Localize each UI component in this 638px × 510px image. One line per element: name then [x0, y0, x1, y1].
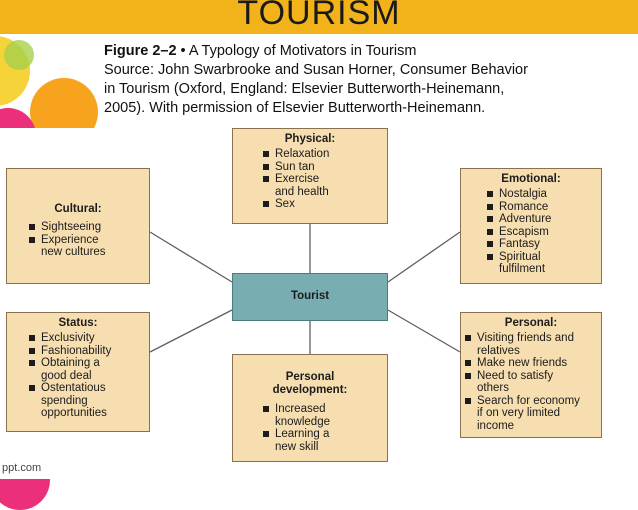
line-emotional — [388, 232, 460, 282]
cultural-box — [6, 168, 150, 284]
physical-item: Exercise and health — [261, 173, 387, 198]
line-status — [150, 310, 232, 352]
physical-item: Sun tan — [261, 161, 387, 174]
status-list — [7, 332, 149, 420]
emotional-item: Fantasy — [485, 238, 601, 251]
personal-list — [461, 332, 601, 432]
emotional-item: Escapism — [485, 226, 601, 239]
personal-item: Need to satisfy others — [463, 370, 601, 395]
source-line-1: Source: John Swarbrooke and Susan Horner, Consumer Behavior — [104, 62, 528, 78]
personal-item: Search for economy if on very limited income — [463, 395, 601, 433]
status-box — [6, 312, 150, 432]
personal-development-title: Personal development: — [272, 371, 348, 396]
emotional-title: Emotional: — [501, 173, 561, 185]
emotional-item: Romance — [485, 201, 601, 214]
cultural-item: Sightseeing — [27, 221, 149, 234]
personal-development-item: Increased knowledge — [261, 403, 387, 428]
line-personal — [388, 310, 460, 352]
emotional-box — [460, 168, 602, 284]
caption-bullet: • — [176, 43, 189, 59]
emotional-item: Spiritual fulfilment — [485, 251, 601, 276]
figure-title: A Typology of Motivators in Tourism — [188, 43, 417, 59]
source-line-3: 2005). With permission of Elsevier Butterworth-Heinemann. — [104, 100, 486, 116]
slide-title: TOURISM — [237, 0, 401, 32]
personal-box — [460, 312, 602, 438]
cultural-title: Cultural: — [54, 203, 102, 215]
source-line-2: in Tourism (Oxford, England: Elsevier Butterworth-Heinemann, — [104, 81, 505, 97]
emotional-list — [461, 188, 601, 276]
cultural-item: Experience new cultures — [27, 234, 149, 259]
personal-title: Personal: — [504, 317, 558, 329]
personal-item: Make new friends — [463, 357, 601, 370]
status-item: Fashionability — [27, 345, 149, 358]
physical-item: Relaxation — [261, 148, 387, 161]
cultural-list — [7, 221, 149, 259]
personal-development-item: Learning a new skill — [261, 428, 387, 453]
tourist-box: Tourist — [232, 273, 388, 321]
emotional-item: Adventure — [485, 213, 601, 226]
watermark-text: ppt.com — [2, 462, 42, 474]
status-item: Ostentatious spending opportunities — [27, 382, 149, 420]
physical-list — [233, 148, 387, 211]
physical-box — [232, 128, 388, 224]
personal-development-list — [233, 403, 387, 453]
line-cultural — [150, 232, 232, 282]
personal-development-box — [232, 354, 388, 462]
status-item: Obtaining a good deal — [27, 357, 149, 382]
status-item: Exclusivity — [27, 332, 149, 345]
personal-item: Visiting friends and relatives — [463, 332, 601, 357]
physical-item: Sex — [261, 198, 387, 211]
status-title: Status: — [58, 317, 98, 329]
physical-title: Physical: — [284, 133, 336, 145]
emotional-item: Nostalgia — [485, 188, 601, 201]
figure-label: Figure 2–2 — [104, 43, 177, 59]
